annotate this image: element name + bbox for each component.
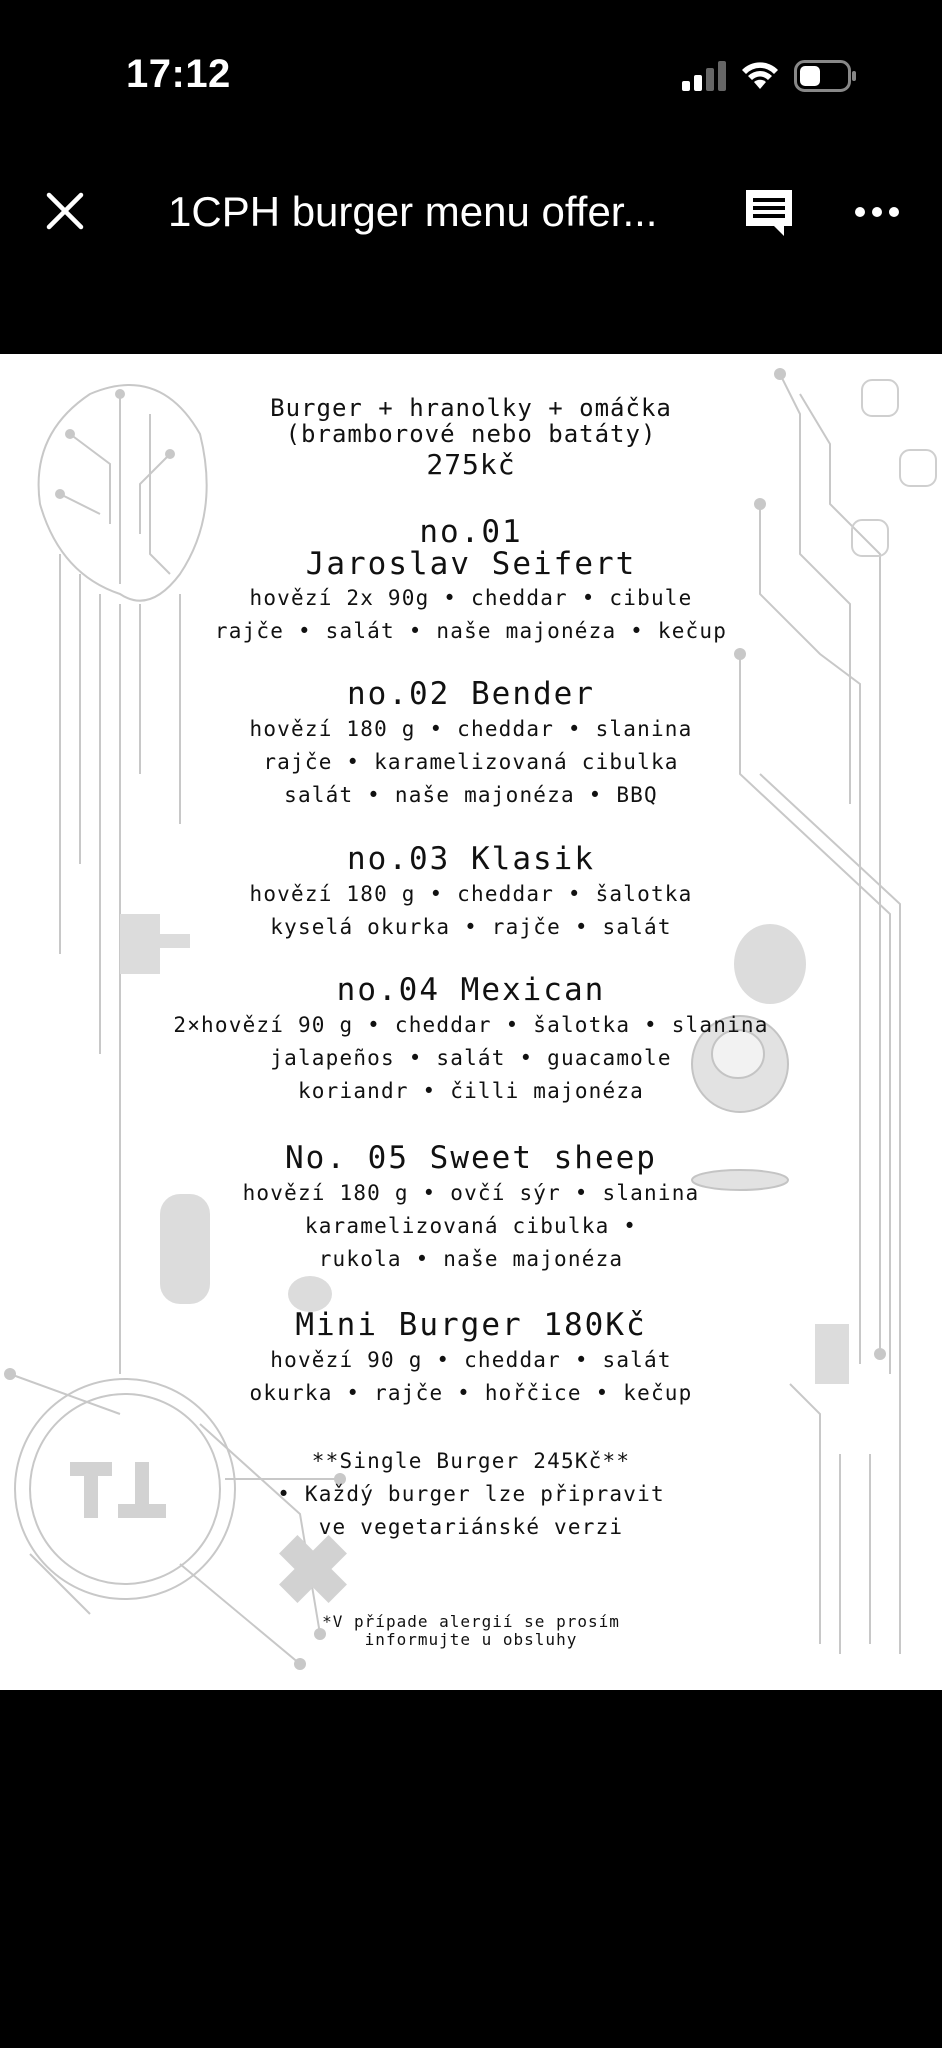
burger-ingredients: kyselá okurka • rajče • salát — [270, 915, 672, 939]
burger-ingredients: hovězí 90 g • cheddar • salát — [270, 1348, 672, 1372]
status-icons — [682, 58, 858, 94]
menu-text — [0, 354, 942, 1690]
burger-ingredients: hovězí 2x 90g • cheddar • cibule — [249, 586, 693, 610]
wifi-icon — [740, 61, 780, 91]
signal-icon — [682, 61, 726, 91]
vegetarian-note: ve vegetariánské verzi — [318, 1515, 624, 1539]
menu-image — [0, 354, 942, 1690]
comment-icon — [742, 186, 796, 240]
comment-button[interactable] — [742, 186, 796, 240]
more-options-button[interactable] — [852, 194, 902, 230]
allergy-note: informujte u obsluhy — [364, 1630, 578, 1649]
burger-ingredients: rajče • salát • naše majonéza • kečup — [214, 619, 728, 643]
burger-title: No. 05 Sweet sheep — [285, 1140, 657, 1176]
status-time: 17:12 — [126, 52, 231, 96]
burger-ingredients: rajče • karamelizovaná cibulka — [263, 750, 679, 774]
battery-icon — [794, 60, 858, 92]
intro-price: 275kč — [426, 448, 516, 481]
document-title: 1CPH burger menu offer... — [168, 188, 658, 235]
burger-title: no.02 Bender — [347, 676, 595, 712]
intro-line: Burger + hranolky + omáčka — [270, 394, 672, 422]
status-bar — [0, 0, 942, 150]
burger-ingredients: 2×hovězí 90 g • cheddar • šalotka • slanina — [173, 1013, 769, 1037]
burger-ingredients: rukola • naše majonéza — [318, 1247, 624, 1271]
burger-ingredients: okurka • rajče • hořčice • kečup — [249, 1381, 693, 1405]
burger-number: no.01 — [419, 514, 523, 550]
more-icon — [852, 194, 902, 230]
burger-title: Jaroslav Seifert — [305, 546, 637, 582]
intro-line: (bramborové nebo batáty) — [285, 420, 657, 448]
burger-ingredients: hovězí 180 g • cheddar • slanina — [249, 717, 693, 741]
close-button[interactable] — [40, 186, 90, 236]
burger-ingredients: salát • naše majonéza • BBQ — [284, 783, 658, 807]
single-burger-price: **Single Burger 245Kč** — [311, 1449, 631, 1473]
burger-title: no.03 Klasik — [347, 841, 595, 877]
burger-ingredients: hovězí 180 g • cheddar • šalotka — [249, 882, 693, 906]
burger-title: Mini Burger 180Kč — [295, 1307, 647, 1343]
burger-ingredients: hovězí 180 g • ovčí sýr • slanina — [242, 1181, 700, 1205]
burger-ingredients: karamelizovaná cibulka • — [304, 1214, 638, 1238]
burger-ingredients: koriandr • čilli majonéza — [297, 1079, 645, 1103]
close-icon — [45, 191, 85, 231]
burger-ingredients: jalapeños • salát • guacamole — [270, 1046, 672, 1070]
burger-title: no.04 Mexican — [336, 972, 606, 1008]
vegetarian-note: • Každý burger lze připravit — [277, 1482, 665, 1506]
viewer-header — [0, 150, 942, 270]
allergy-note: *V případe alergií se prosím — [322, 1612, 620, 1631]
